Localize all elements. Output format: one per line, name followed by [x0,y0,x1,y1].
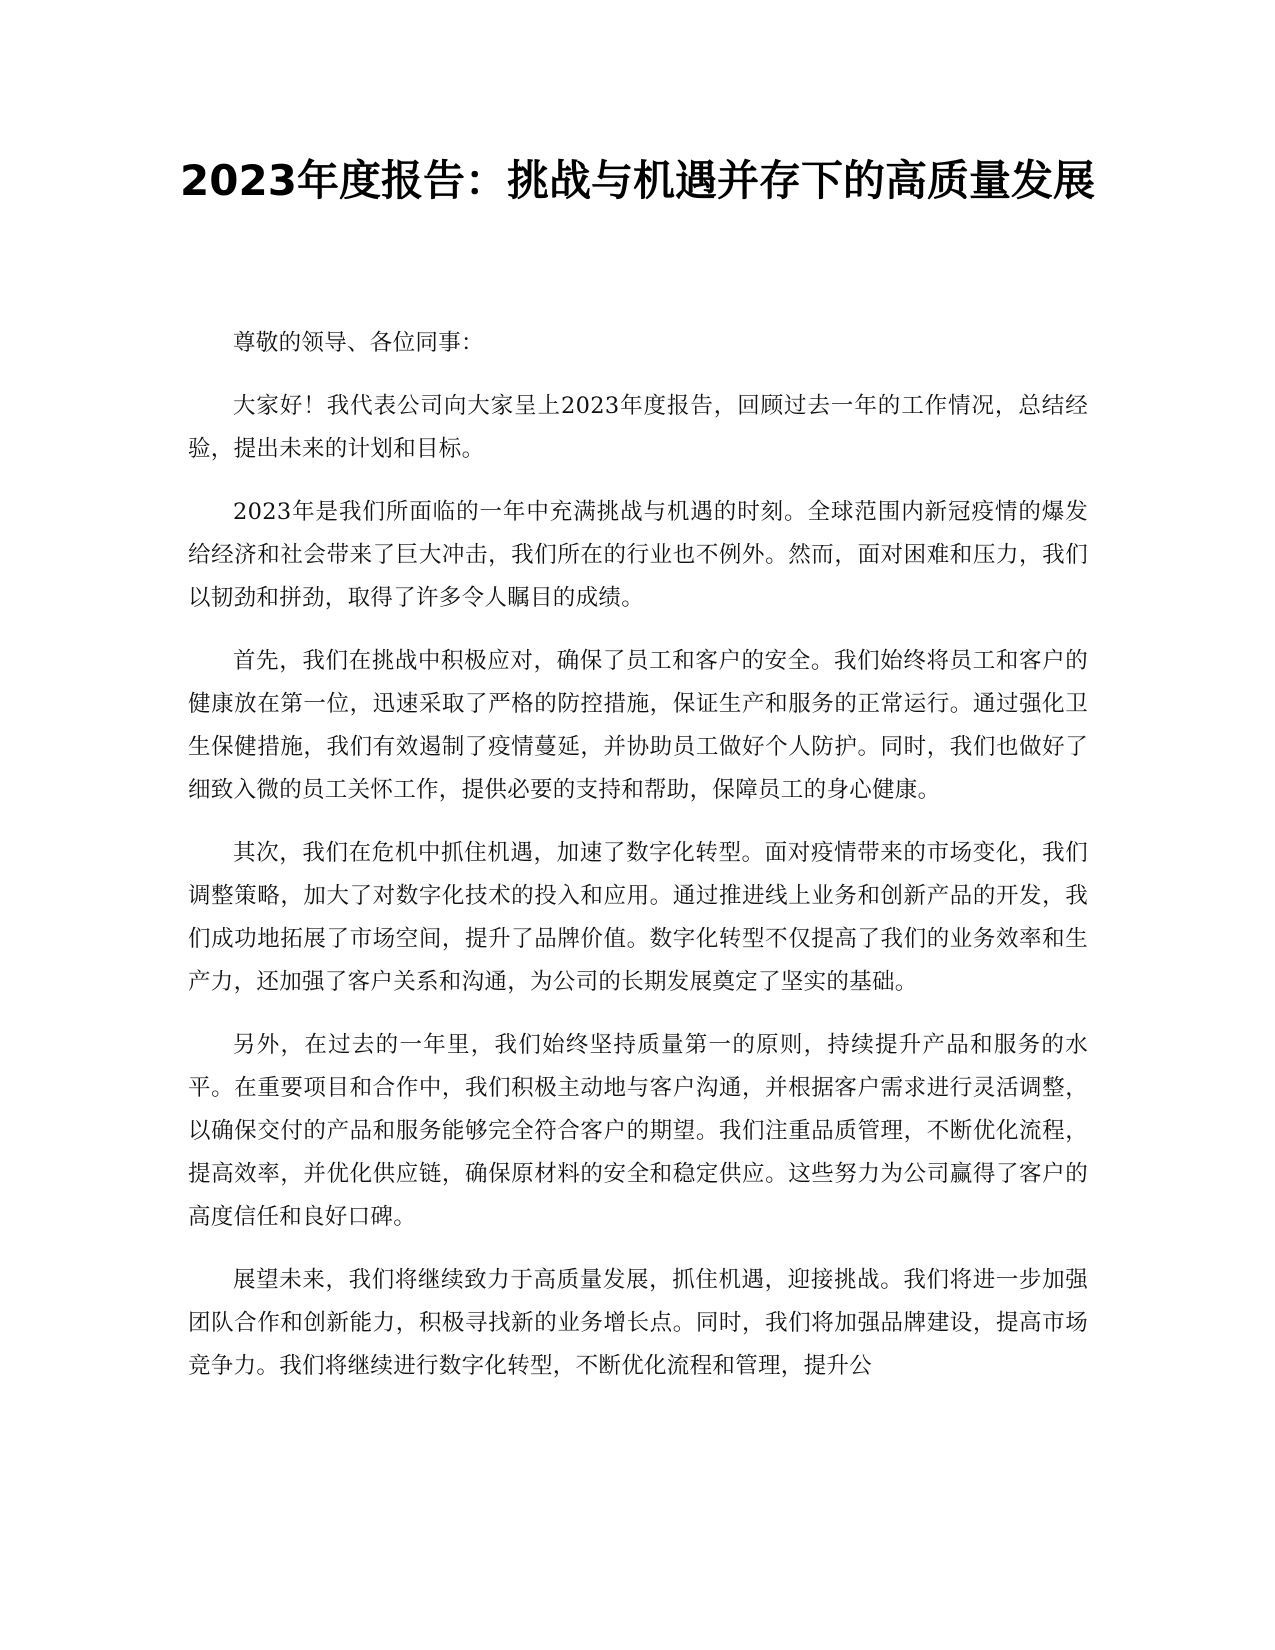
paragraph-safety: 首先，我们在挑战中积极应对，确保了员工和客户的安全。我们始终将员工和客户的健康放在第一位，迅速采取了严格的防控措施，保证生产和服务的正常运行。通过强化卫生保健措施，我们有效遏制了疫情蔓延，并协助员工做好个人防护。同时，我们也做好了细致入微的员工关怀工作，提供必要的支持和帮助，保障员工的身心健康。 [188,648,1088,803]
paragraph-overview: 2023年是我们所面临的一年中充满挑战与机遇的时刻。全球范围内新冠疫情的爆发给经济和社会带来了巨大冲击，我们所在的行业也不例外。然而，面对困难和压力，我们以韧劲和拼劲，取得了许多令人瞩目的成绩。 [188,499,1088,611]
paragraph-quality: 另外，在过去的一年里，我们始终坚持质量第一的原则，持续提升产品和服务的水平。在重要项目和合作中，我们积极主动地与客户沟通，并根据客户需求进行灵活调整，以确保交付的产品和服务能够完全符合客户的期望。我们注重品质管理，不断优化流程，提高效率，并优化供应链，确保原材料的安全和稳定供应。这些努力为公司赢得了客户的高度信任和良好口碑。 [188,1032,1088,1230]
paragraph-greeting: 大家好！我代表公司向大家呈上2023年度报告，回顾过去一年的工作情况，总结经验，提出未来的计划和目标。 [188,393,1088,462]
paragraph-outlook: 展望未来，我们将继续致力于高质量发展，抓住机遇，迎接挑战。我们将进一步加强团队合作和创新能力，积极寻找新的业务增长点。同时，我们将加强品牌建设，提高市场竞争力。我们将继续进行数字化转型，不断优化流程和管理，提升公 [188,1267,1088,1379]
document-title: 2023年度报告：挑战与机遇并存下的高质量发展 [180,156,1095,205]
paragraph-digital-transformation: 其次，我们在危机中抓住机遇，加速了数字化转型。面对疫情带来的市场变化，我们调整策略，加大了对数字化技术的投入和应用。通过推进线上业务和创新产品的开发，我们成功地拓展了市场空间，提升了品牌价值。数字化转型不仅提高了我们的业务效率和生产力，还加强了客户关系和沟通，为公司的长期发展奠定了坚实的基础。 [188,840,1088,995]
document-body [188,322,1088,1408]
paragraph-salutation: 尊敬的领导、各位同事： [233,330,484,356]
